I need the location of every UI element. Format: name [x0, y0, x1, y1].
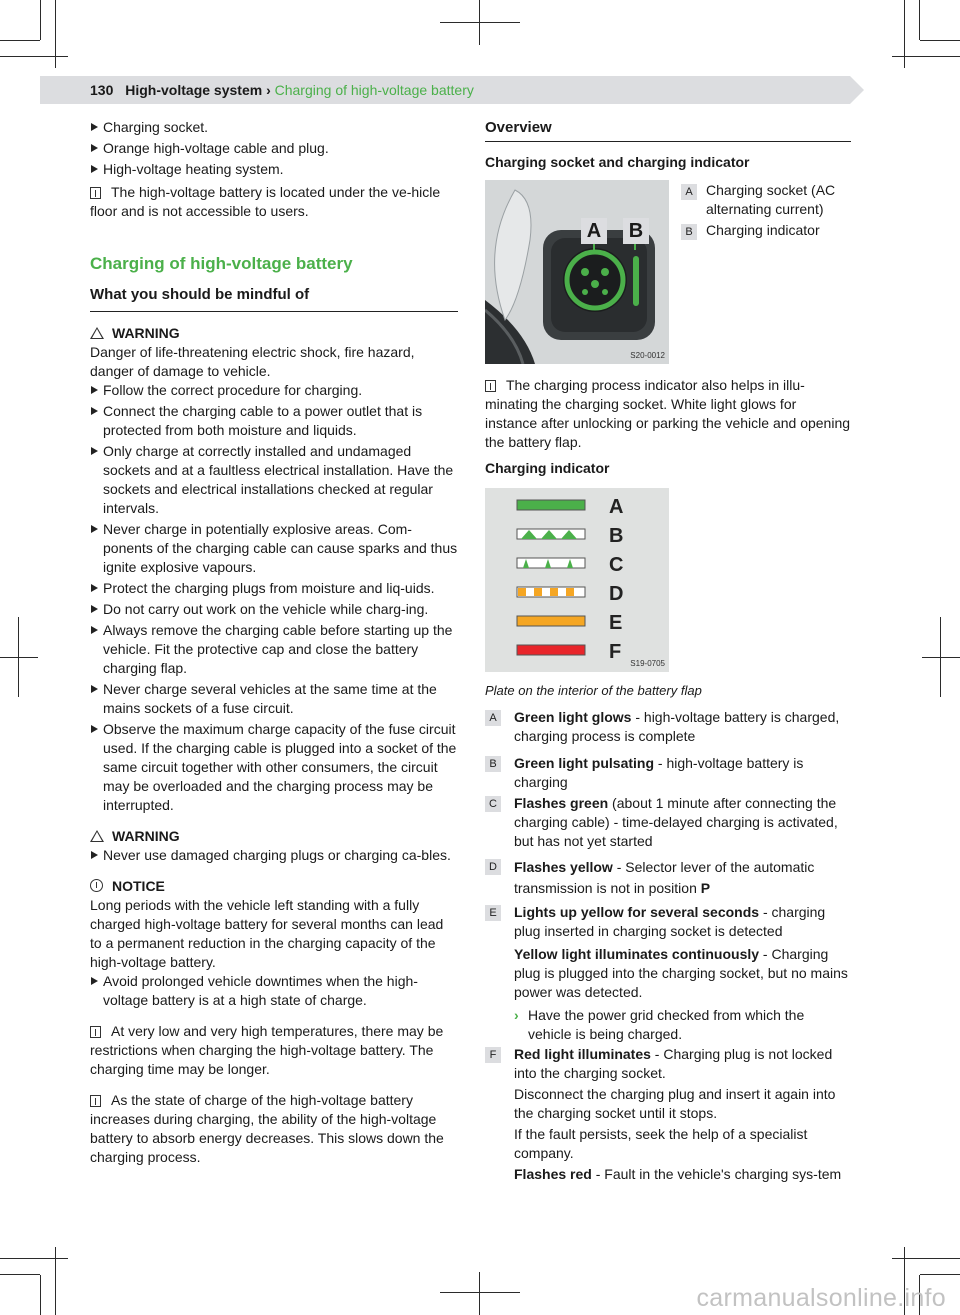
legend-text: Charging indicator — [706, 222, 820, 238]
sub-heading: What you should be mindful of — [90, 285, 458, 312]
indicator-bars-illustration — [485, 488, 669, 672]
legend-item — [681, 221, 851, 240]
warning-title: WARNING — [90, 324, 458, 343]
note-icon — [485, 380, 496, 392]
note-paragraph: The charging process indicator also helps in illu-minating the charging socket. White light glows for instance after unlocking or parking the vehicle and opening the battery flap. — [485, 377, 851, 450]
list-item: High-voltage heating system. — [90, 160, 458, 179]
item-key: B — [485, 756, 501, 772]
crop-mark — [440, 22, 520, 23]
page-number: 130 — [90, 82, 114, 98]
indicator-label: E — [609, 612, 623, 634]
notice-title: NOTICE — [90, 877, 458, 896]
crop-mark — [40, 1275, 41, 1315]
note-paragraph: At very low and very high temperatures, there may be restrictions when charging the high-voltage battery. The charging time may be longer. — [90, 1023, 444, 1077]
figure-title: Charging socket and charging indicator — [485, 154, 750, 170]
right-column: Overview Charging socket and charging indicator A B S20-0012 A Charging socket (AC alternating current) B Charging indicator The charging process indicator also helps in illu-minating the charging socket. White light glows for instance after unlocking or parking the vehicle and opening the battery flap. Charging indicator A B C D E F S19-0705 Plate on the interior of the battery flap A Green light glows - high-voltage battery is charged, charging process is complete B Green light pulsating - high-voltage battery is charging C Flashes green (about 1 minute after connecting the charging cable) - time-delayed charging is activated, but has not yet started D Flashes yellow - Selector lever of the automatic transmission is not in position P E Lights up yellow for several seconds - charging plug inserted in charging socket is detected Yellow light illuminates continuously - Charging plug is plugged into the charging socket, but no mains power was detected. › Have the power grid checked from which the vehicle is being charged. F Red light illuminates - Charging plug is not locked into the charging socket. Disconnect the charging plug and insert it again into the charging socket until it stops. If the fault persists, seek the help of a specialist company. Flashes red - Fault in the vehicle's charging sys-tem — [485, 119, 851, 1182]
charging-indicator-figure — [485, 488, 669, 672]
legend-text: Charging socket (AC alternating current) — [706, 182, 836, 217]
indicator-label: F — [609, 641, 622, 663]
watermark: carmanualsonline.info — [696, 1284, 946, 1312]
crop-mark — [922, 657, 960, 658]
breadcrumb-subsection[interactable]: Charging of high-voltage battery — [274, 82, 474, 98]
warning-icon — [90, 830, 104, 842]
warning-text: Danger of life-threatening electric shock, fire hazard, danger of damage to vehicle. — [90, 344, 415, 379]
list-item: Always remove the charging cable before starting up the vehicle. Fit the protective cap and close the battery charging flap. — [90, 621, 458, 678]
indicator-label: C — [609, 554, 624, 576]
crop-mark — [0, 657, 38, 658]
item-key: E — [485, 905, 501, 921]
intro-list — [90, 118, 458, 179]
crop-mark — [440, 1292, 520, 1293]
note-icon — [90, 187, 101, 199]
list-item: Never charge in potentially explosive areas. Com-ponents of the charging cable can cause sparks and thus ignite explosive vapours. — [90, 520, 458, 577]
figure-code: S19-0705 — [630, 659, 665, 668]
note-paragraph — [90, 183, 458, 221]
note-icon — [90, 1026, 101, 1038]
crop-mark — [479, 1272, 480, 1315]
crop-mark — [0, 56, 68, 57]
indicator-label: D — [609, 583, 624, 605]
list-item: Protect the charging plugs from moisture and liq-uids. — [90, 579, 458, 598]
warning-block — [90, 324, 458, 815]
legend-key: A — [681, 184, 697, 200]
crop-mark — [0, 1258, 68, 1259]
list-item: Orange high-voltage cable and plug. — [90, 139, 458, 158]
list-item: Never charge several vehicles at the same time at the mains sockets of a fuse circuit. — [90, 680, 458, 718]
notice-text: Long periods with the vehicle left standing with a fully charged high-voltage battery for several months can lead to a permanent reduction in the charging capacity of the high-voltage battery. — [90, 897, 444, 970]
list-item: Avoid prolonged vehicle downtimes when the high-voltage battery is at a high state of charge. — [90, 972, 458, 1010]
chevron-right-icon: › — [514, 1007, 519, 1023]
item-key: C — [485, 796, 501, 812]
item-key: A — [485, 710, 501, 726]
warning-block — [90, 827, 458, 865]
indicator-label: A — [609, 496, 624, 518]
notice-list — [90, 972, 458, 1010]
figure-caption: Plate on the interior of the battery flap — [485, 683, 702, 698]
crop-mark — [920, 40, 960, 41]
crop-mark — [18, 617, 19, 697]
crop-mark — [892, 1258, 960, 1259]
indicator-label: B — [609, 525, 624, 547]
item-key: F — [485, 1047, 501, 1063]
crop-mark — [0, 40, 40, 41]
crop-mark — [920, 1274, 960, 1275]
notice-block — [90, 877, 458, 1010]
crop-mark — [940, 617, 941, 697]
list-item: Observe the maximum charge capacity of the fuse circuit used. If the charging cable is plugged into a socket of the same circuit together with other consumers, the circuit may be overloaded and the charging process may be interrupted. — [90, 720, 458, 815]
section-heading: Charging of high-voltage battery — [90, 254, 353, 273]
list-item: Follow the correct procedure for charging. — [90, 381, 458, 400]
note-paragraph: As the state of charge of the high-voltage battery increases during charging, the ability of the high-voltage battery to absorb energy decreases. This slows down the charging process. — [90, 1092, 444, 1165]
crop-mark — [904, 0, 905, 68]
figure-code: S20-0012 — [630, 351, 665, 360]
crop-mark — [0, 1274, 40, 1275]
note-icon — [90, 1095, 101, 1107]
crop-mark — [892, 56, 960, 57]
figure-legend — [681, 181, 851, 240]
overview-heading: Overview — [485, 118, 851, 142]
list-item: Connect the charging cable to a power outlet that is protected from both moisture and liquids. — [90, 402, 458, 440]
gear-position-p: P — [700, 880, 711, 896]
crop-mark — [919, 0, 920, 40]
charging-socket-figure — [485, 180, 669, 364]
legend-item — [681, 181, 851, 219]
left-column — [90, 118, 458, 1167]
breadcrumb-section[interactable]: High-voltage system › — [125, 82, 271, 98]
note-text: The high-voltage battery is located under the ve-hicle floor and is not accessible to users. — [90, 184, 441, 219]
warning-title: WARNING — [90, 827, 458, 846]
crop-mark — [55, 0, 56, 68]
warning-list — [90, 381, 458, 815]
warning-icon — [90, 327, 104, 339]
list-item: Never use damaged charging plugs or charging ca-bles. — [90, 846, 458, 865]
charging-socket-illustration — [485, 180, 669, 364]
list-item: Charging socket. — [90, 118, 458, 137]
warning-list — [90, 846, 458, 865]
figure-label-b: B — [623, 218, 649, 244]
action-step: › Have the power grid checked from which the vehicle is being charged. — [514, 1007, 805, 1042]
figure-title: Charging indicator — [485, 460, 610, 476]
breadcrumb — [90, 80, 474, 100]
info-icon — [90, 879, 103, 892]
item-key: D — [485, 859, 501, 875]
figure-label-a: A — [581, 218, 607, 244]
legend-key: B — [681, 224, 697, 240]
list-item: Only charge at correctly installed and undamaged sockets and at a faultless electrical installation. Have the sockets and electrical installations checked at regular intervals. — [90, 442, 458, 518]
list-item: Do not carry out work on the vehicle while charg-ing. — [90, 600, 458, 619]
crop-mark — [40, 0, 41, 40]
